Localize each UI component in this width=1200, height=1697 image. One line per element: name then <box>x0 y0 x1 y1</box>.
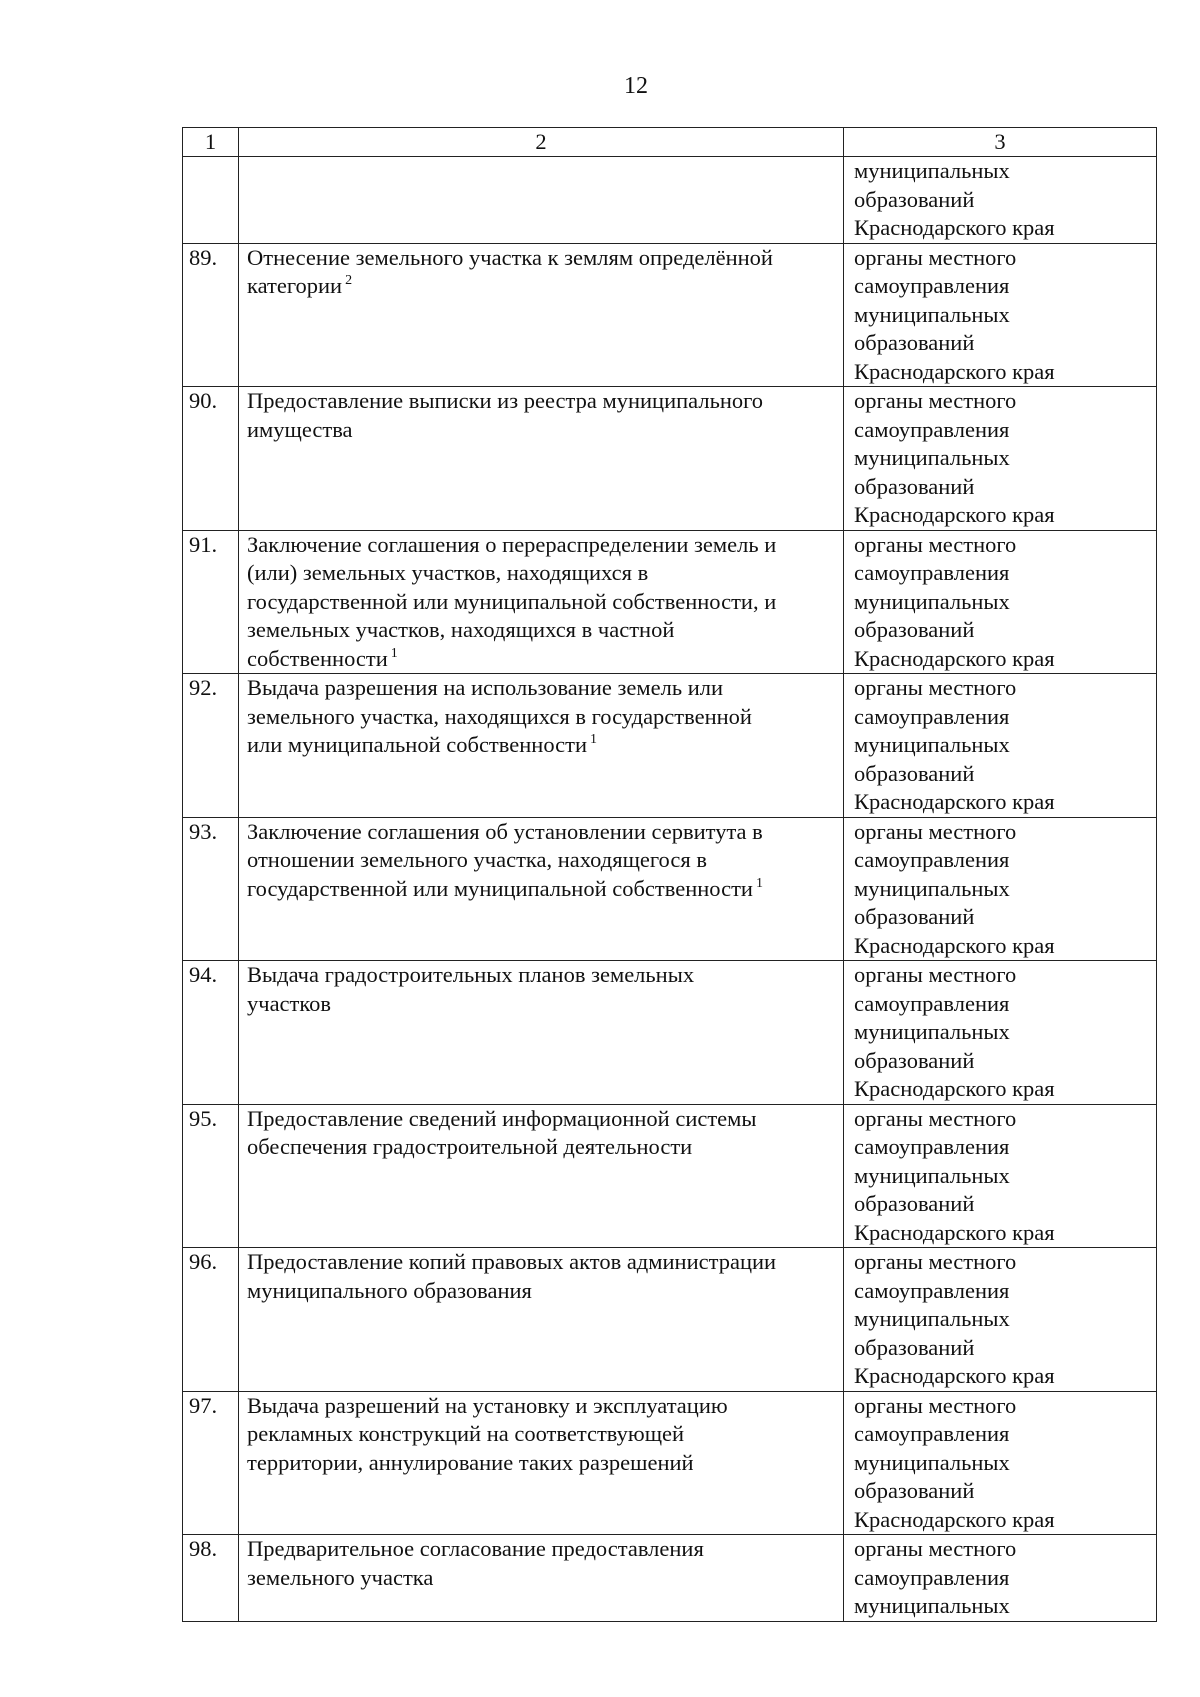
agency-line-text: самоуправления <box>854 273 1010 298</box>
agency-line <box>854 272 1148 301</box>
agency-line-text: самоуправления <box>854 560 1010 585</box>
agency-line-text: органы местного <box>854 1249 1017 1274</box>
agency-line-text: Краснодарского края <box>854 1076 1055 1101</box>
service-name <box>239 243 844 387</box>
agency-line <box>854 244 1148 273</box>
service-name <box>239 157 844 244</box>
footnote-marker: 1 <box>390 645 398 661</box>
service-line-text: государственной или муниципальной собственности <box>247 875 753 901</box>
agency-line-text: образований <box>854 1334 975 1360</box>
service-line-text: земельного участка, находящихся в государственной <box>247 703 752 729</box>
responsible-agency <box>844 243 1157 387</box>
service-line-text: Выдача разрешений на установку и эксплуатацию <box>247 1392 728 1418</box>
row-number: 94. <box>183 961 239 1105</box>
agency-line <box>854 1305 1148 1334</box>
agency-line-text: самоуправления <box>854 416 1010 442</box>
agency-line-text: органы местного <box>854 818 1017 844</box>
service-line <box>247 1133 835 1162</box>
agency-line-text: образований <box>854 617 975 642</box>
service-line <box>247 731 835 760</box>
agency-line <box>854 1506 1148 1535</box>
responsible-agency <box>844 387 1157 531</box>
service-line-text: Предоставление сведений информационной системы <box>247 1105 757 1131</box>
agency-line <box>854 788 1148 817</box>
row-number: 89. <box>183 243 239 387</box>
table-header-row <box>183 128 1157 157</box>
agency-line-text: Краснодарского края <box>854 1506 1055 1532</box>
responsible-agency <box>844 530 1157 674</box>
responsible-agency <box>844 1104 1157 1248</box>
row-number: 93. <box>183 817 239 961</box>
agency-line-text: органы местного <box>854 675 1017 700</box>
agency-line <box>854 760 1148 789</box>
agency-line <box>854 1190 1148 1219</box>
agency-line <box>854 645 1148 674</box>
agency-line-text: органы местного <box>854 1105 1017 1131</box>
agency-line <box>854 1133 1148 1162</box>
service-line <box>247 1105 835 1134</box>
table-row-continuation <box>183 157 1157 244</box>
service-line-text: обеспечения градостроительной деятельности <box>247 1134 693 1159</box>
agency-line <box>854 990 1148 1019</box>
agency-line-text: самоуправления <box>854 703 1010 729</box>
table-row <box>183 1104 1157 1248</box>
service-line <box>247 818 835 847</box>
row-number: 91. <box>183 530 239 674</box>
agency-line-text: Краснодарского края <box>854 1363 1055 1388</box>
agency-line-text: органы местного <box>854 244 1017 270</box>
service-line-text: государственной или муниципальной собственности, и <box>247 588 777 614</box>
service-line <box>247 1564 835 1593</box>
agency-line-text: образований <box>854 1047 975 1073</box>
agency-line-text: муниципальных <box>854 1162 1010 1188</box>
responsible-agency <box>844 1535 1157 1622</box>
service-line <box>247 1420 835 1449</box>
agency-line <box>854 329 1148 358</box>
agency-line <box>854 903 1148 932</box>
table-row <box>183 530 1157 674</box>
service-line <box>247 1248 835 1277</box>
footnote-marker: 1 <box>590 732 597 747</box>
service-name <box>239 1104 844 1248</box>
responsible-agency <box>844 1248 1157 1392</box>
agency-line <box>854 531 1148 560</box>
agency-line <box>854 416 1148 445</box>
agency-line-text: образований <box>854 1191 975 1216</box>
service-name <box>239 387 844 531</box>
service-line <box>247 703 835 732</box>
table-row <box>183 674 1157 818</box>
service-line <box>247 272 835 301</box>
table-row <box>183 961 1157 1105</box>
agency-line <box>854 1477 1148 1506</box>
table-row <box>183 243 1157 387</box>
agency-line-text: Краснодарского края <box>854 645 1055 671</box>
agency-line <box>854 703 1148 732</box>
footnote-marker: 2 <box>345 273 353 288</box>
service-line-text: собственности <box>247 645 388 671</box>
agency-line <box>854 1075 1148 1104</box>
service-line <box>247 1392 835 1421</box>
agency-line-text: самоуправления <box>854 847 1010 872</box>
service-line-text: рекламных конструкций на соответствующей <box>247 1421 685 1446</box>
agency-line <box>854 1219 1148 1248</box>
agency-line-text: муниципальных <box>854 158 1010 183</box>
row-number: 97. <box>183 1391 239 1535</box>
service-line <box>247 416 835 445</box>
agency-line <box>854 1248 1148 1277</box>
agency-line <box>854 1420 1148 1449</box>
row-number <box>183 157 239 244</box>
service-line <box>247 674 835 703</box>
agency-line <box>854 301 1148 330</box>
agency-line <box>854 387 1148 416</box>
agency-line <box>854 1105 1148 1134</box>
agency-line <box>854 961 1148 990</box>
responsible-agency <box>844 817 1157 961</box>
service-name <box>239 1535 844 1622</box>
agency-line-text: Краснодарского края <box>854 502 1055 527</box>
service-line-text: имущества <box>247 416 353 442</box>
agency-line <box>854 875 1148 904</box>
service-line-text: земельного участка <box>247 1564 434 1590</box>
agency-line-text: органы местного <box>854 388 1017 413</box>
column-header-number: 1 <box>183 128 239 157</box>
agency-line-text: муниципальных <box>854 1449 1010 1475</box>
agency-line-text: самоуправления <box>854 1564 1010 1590</box>
services-table <box>182 127 1157 1622</box>
service-line <box>247 588 835 617</box>
agency-line <box>854 932 1148 961</box>
service-name <box>239 530 844 674</box>
row-number: 95. <box>183 1104 239 1248</box>
agency-line <box>854 616 1148 645</box>
service-line <box>247 961 835 990</box>
responsible-agency <box>844 1391 1157 1535</box>
service-line-text: муниципального образования <box>247 1277 532 1303</box>
agency-line <box>854 214 1148 243</box>
agency-line-text: самоуправления <box>854 1421 1010 1446</box>
service-line <box>247 1535 835 1564</box>
service-line-text: территории, аннулирование таких разрешений <box>247 1449 694 1475</box>
table-row <box>183 387 1157 531</box>
service-name <box>239 817 844 961</box>
agency-line-text: образований <box>854 904 975 929</box>
agency-line-text: муниципальных <box>854 1019 1010 1044</box>
service-line-text: категории <box>247 273 343 298</box>
agency-line-text: органы местного <box>854 962 1017 987</box>
service-line-text: Выдача градостроительных планов земельных <box>247 962 695 987</box>
agency-line-text: муниципальных <box>854 588 1010 614</box>
agency-line <box>854 1392 1148 1421</box>
service-line <box>247 645 835 674</box>
service-line <box>247 1277 835 1306</box>
agency-line <box>854 473 1148 502</box>
service-line-text: (или) земельных участков, находящихся в <box>247 560 649 585</box>
agency-line <box>854 358 1148 387</box>
agency-line <box>854 1564 1148 1593</box>
table-row <box>183 1391 1157 1535</box>
service-line <box>247 531 835 560</box>
service-line <box>247 616 835 645</box>
service-line <box>247 244 835 273</box>
agency-line-text: самоуправления <box>854 1277 1010 1303</box>
agency-line <box>854 559 1148 588</box>
agency-line <box>854 186 1148 215</box>
service-line <box>247 990 835 1019</box>
row-number: 92. <box>183 674 239 818</box>
agency-line-text: муниципальных <box>854 1306 1010 1331</box>
agency-line <box>854 846 1148 875</box>
agency-line-text: образований <box>854 1478 975 1503</box>
agency-line-text: органы местного <box>854 1536 1017 1561</box>
agency-line-text: Краснодарского края <box>854 358 1055 384</box>
service-line-text: Заключение соглашения о перераспределении земель и <box>247 531 777 557</box>
agency-line-text: муниципальных <box>854 1593 1010 1618</box>
service-line-text: участков <box>247 990 332 1016</box>
agency-line-text: Краснодарского края <box>854 1219 1055 1245</box>
table-row <box>183 1248 1157 1392</box>
agency-line <box>854 501 1148 530</box>
agency-line <box>854 1334 1148 1363</box>
service-line <box>247 1449 835 1478</box>
agency-line <box>854 1162 1148 1191</box>
footnote-marker: 1 <box>755 875 763 891</box>
page-number: 12 <box>624 73 648 99</box>
service-line <box>247 875 835 904</box>
agency-line-text: органы местного <box>854 531 1017 557</box>
table-row <box>183 817 1157 961</box>
row-number: 96. <box>183 1248 239 1392</box>
agency-line <box>854 674 1148 703</box>
responsible-agency <box>844 674 1157 818</box>
agency-line <box>854 818 1148 847</box>
service-line-text: Предварительное согласование предоставления <box>247 1536 704 1561</box>
service-line <box>247 559 835 588</box>
service-line-text: или муниципальной собственности <box>247 732 587 757</box>
agency-line <box>854 1535 1148 1564</box>
service-line <box>247 387 835 416</box>
service-line-text: Выдача разрешения на использование земель или <box>247 675 724 700</box>
agency-line <box>854 157 1148 186</box>
agency-line-text: самоуправления <box>854 990 1010 1016</box>
service-line-text: Предоставление выписки из реестра муниципального <box>247 388 764 413</box>
service-line-text: земельных участков, находящихся в частной <box>247 617 675 642</box>
column-header-service: 2 <box>239 128 844 157</box>
row-number: 90. <box>183 387 239 531</box>
service-name <box>239 674 844 818</box>
agency-line-text: муниципальных <box>854 301 1010 327</box>
column-header-agency: 3 <box>844 128 1157 157</box>
agency-line <box>854 444 1148 473</box>
agency-line-text: образований <box>854 186 975 212</box>
service-line-text: Заключение соглашения об установлении сервитута в <box>247 818 763 844</box>
service-name <box>239 1391 844 1535</box>
agency-line-text: муниципальных <box>854 732 1010 757</box>
agency-line <box>854 1047 1148 1076</box>
row-number: 98. <box>183 1535 239 1622</box>
agency-line-text: образований <box>854 473 975 499</box>
table-row <box>183 1535 1157 1622</box>
service-line-text: Отнесение земельного участка к землям определённой <box>247 244 773 270</box>
agency-line <box>854 588 1148 617</box>
service-name <box>239 961 844 1105</box>
agency-line-text: органы местного <box>854 1392 1017 1418</box>
responsible-agency <box>844 157 1157 244</box>
agency-line-text: Краснодарского края <box>854 932 1055 958</box>
responsible-agency <box>844 961 1157 1105</box>
agency-line <box>854 1592 1148 1621</box>
service-line-text: Предоставление копий правовых актов администрации <box>247 1249 777 1274</box>
agency-line-text: Краснодарского края <box>854 789 1055 814</box>
service-line-text: отношении земельного участка, находящегося в <box>247 847 707 872</box>
service-line <box>247 846 835 875</box>
agency-line <box>854 1277 1148 1306</box>
agency-line-text: образований <box>854 760 975 786</box>
agency-line <box>854 731 1148 760</box>
agency-line-text: муниципальных <box>854 445 1010 470</box>
agency-line <box>854 1018 1148 1047</box>
agency-line-text: Краснодарского края <box>854 215 1055 240</box>
agency-line-text: самоуправления <box>854 1134 1010 1159</box>
agency-line <box>854 1449 1148 1478</box>
agency-line-text: образований <box>854 330 975 355</box>
agency-line-text: муниципальных <box>854 875 1010 901</box>
service-name <box>239 1248 844 1392</box>
agency-line <box>854 1362 1148 1391</box>
